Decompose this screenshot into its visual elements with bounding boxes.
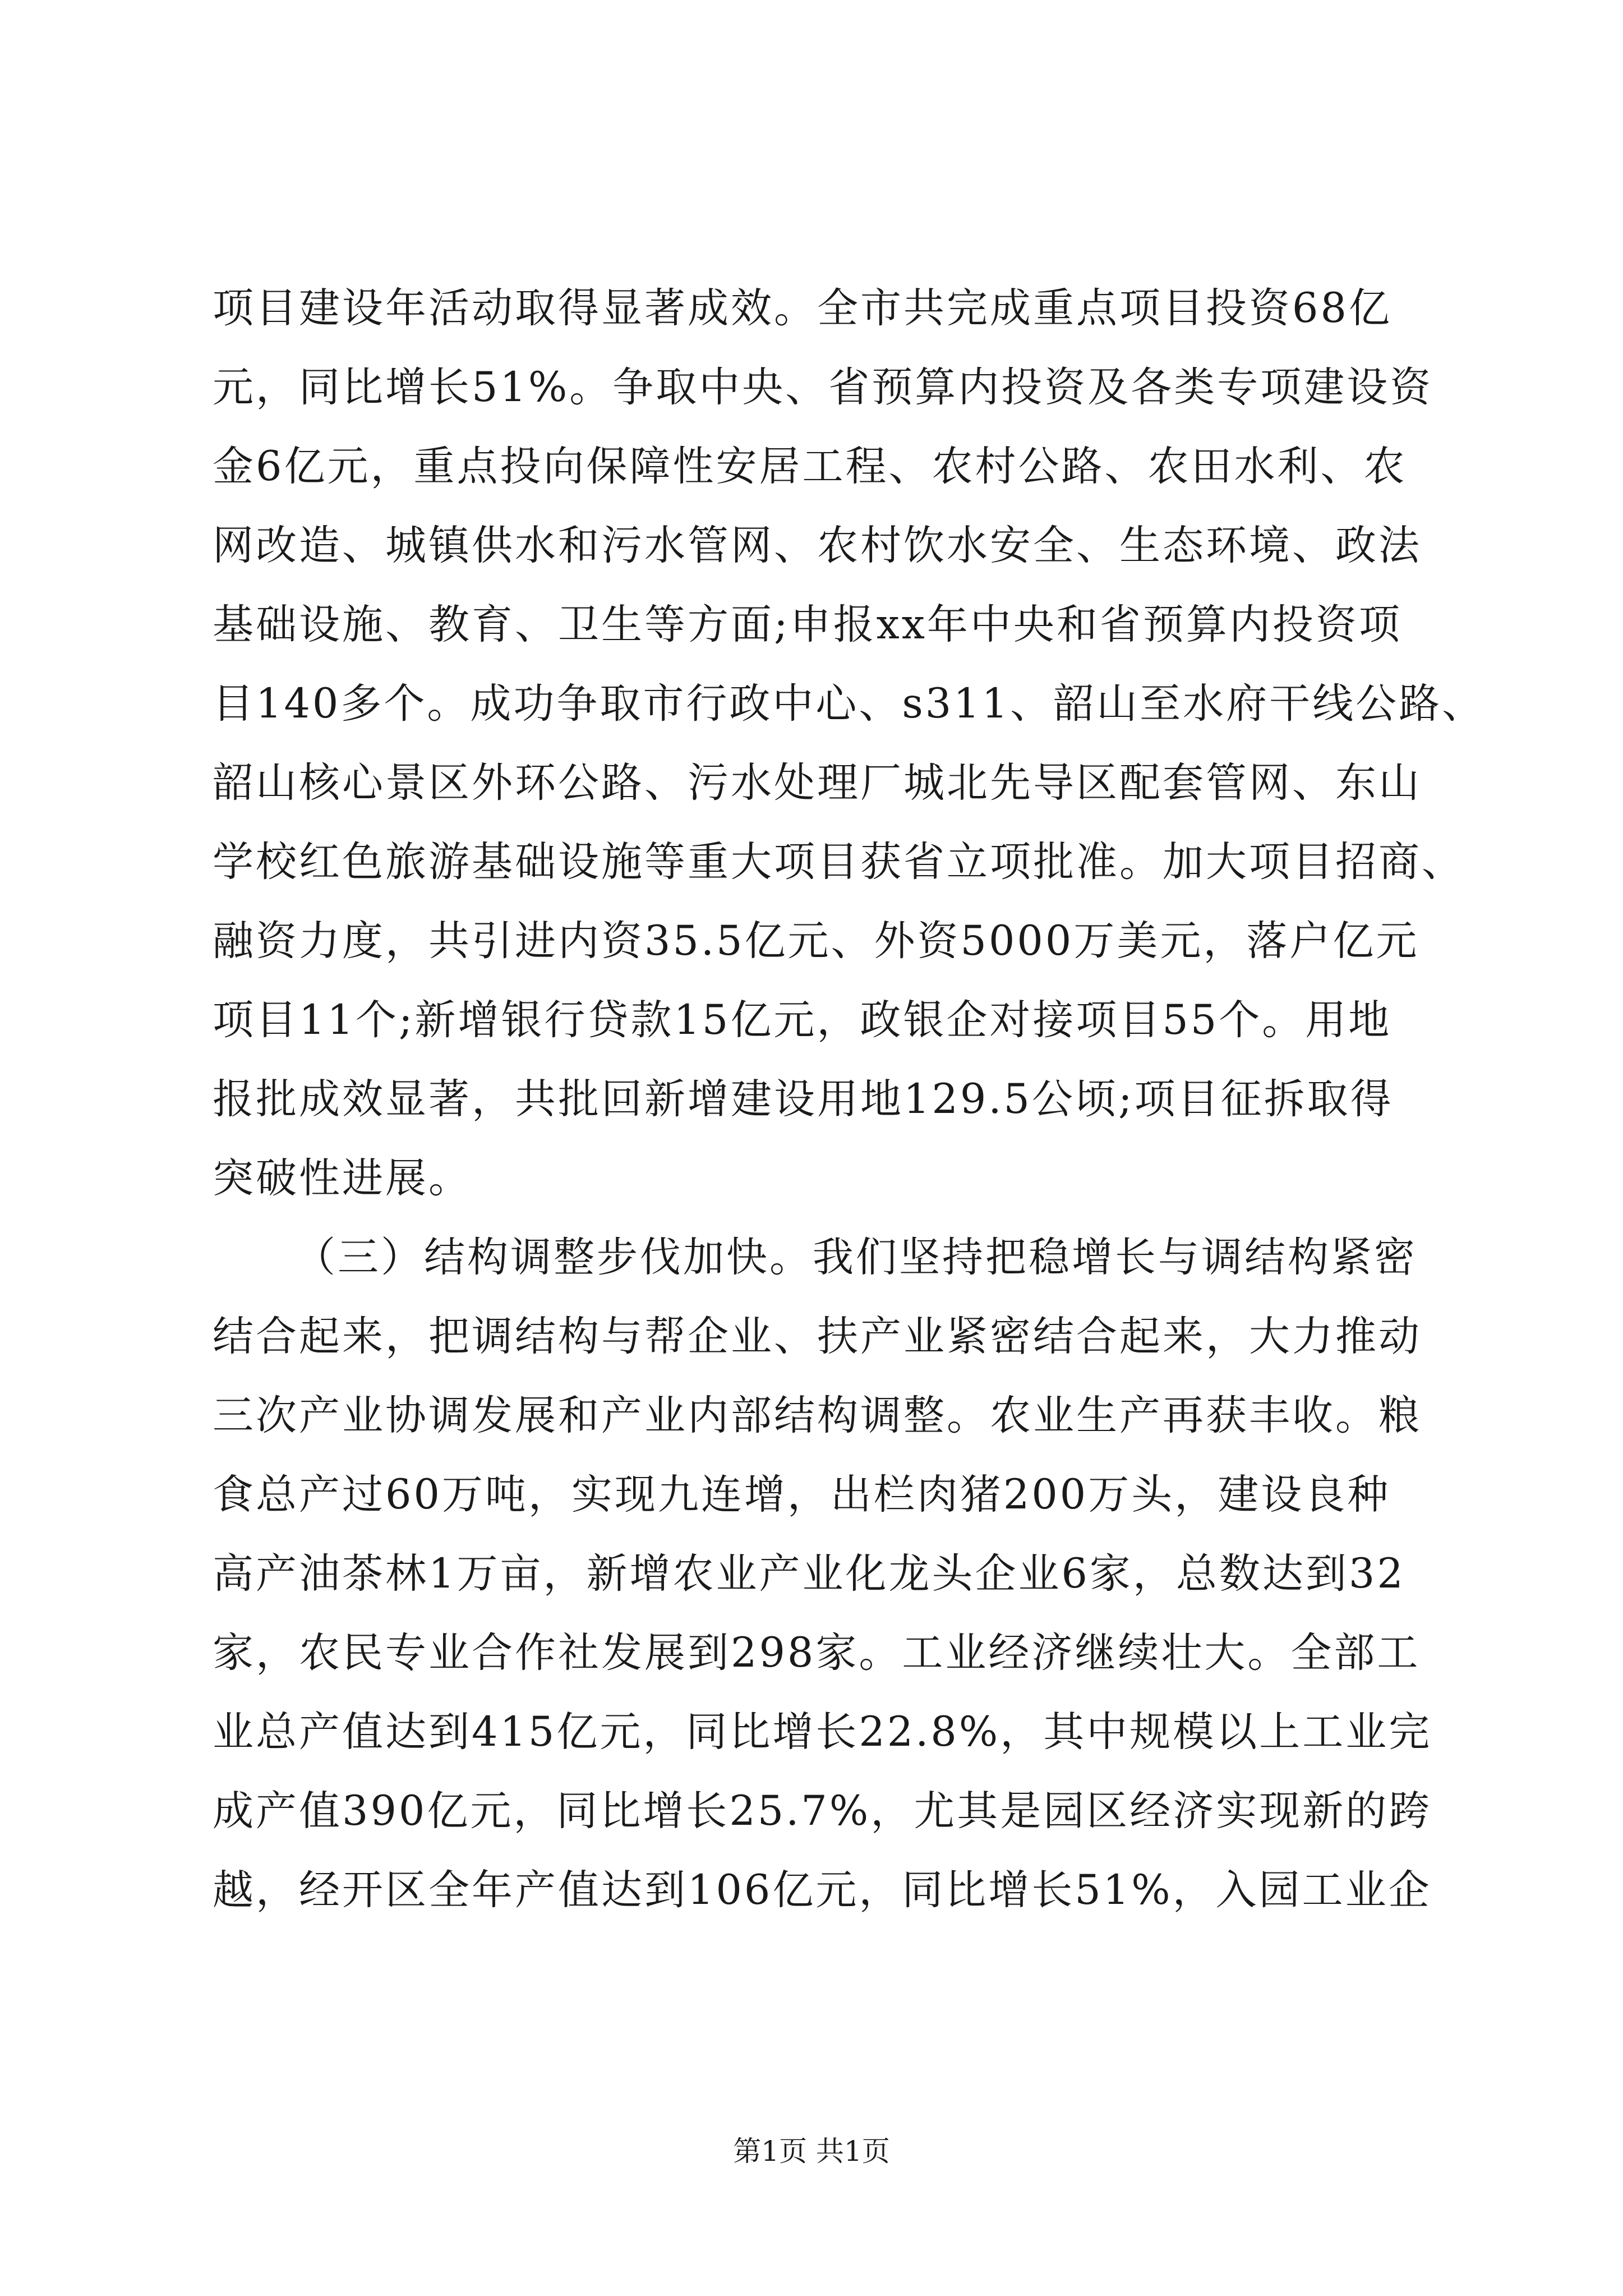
text-line: 基础设施、教育、卫生等方面;申报xx年中央和省预算内投资项 [213,601,1402,648]
text-line: 项目11个;新增银行贷款15亿元，政银企对接项目55个。用地 [213,996,1392,1044]
text-line: 元，同比增长51%。争取中央、省预算内投资及各类专项建设资 [213,364,1433,411]
text-line: 家，农民专业合作社发展到298家。工业经济继续壮大。全部工 [213,1629,1421,1677]
text-line: 网改造、城镇供水和污水管网、农村饮水安全、生态环境、政法 [213,522,1422,569]
text-line: 韶山核心景区外环公路、污水处理厂城北先导区配套管网、东山 [213,759,1422,807]
text-line: 突破性进展。 [213,1154,472,1202]
text-line: 融资力度，共引进内资35.5亿元、外资5000万美元，落户亿元 [213,917,1419,965]
text-line: 高产油茶林1万亩，新增农业产业化龙头企业6家，总数达到32 [213,1550,1405,1598]
section-heading-line: （三）结构调整步伐加快。我们坚持把稳增长与调结构紧密 [294,1234,1417,1281]
text-line: 结合起来，把调结构与帮企业、扶产业紧密结合起来，大力推动 [213,1313,1422,1360]
text-line: 报批成效显著，共批回新增建设用地129.5公顷;项目征拆取得 [213,1075,1394,1123]
text-line: 目140多个。成功争取市行政中心、s311、韶山至水府干线公路、 [213,680,1486,728]
text-line: 越，经开区全年产值达到106亿元，同比增长51%，入园工业企 [213,1866,1432,1914]
text-line: 三次产业协调发展和产业内部结构调整。农业生产再获丰收。粮 [213,1392,1422,1439]
text-line: 项目建设年活动取得显著成效。全市共完成重点项目投资68亿 [213,284,1392,332]
text-line: 成产值390亿元，同比增长25.7%，尤其是园区经济实现新的跨 [213,1787,1432,1835]
text-line: 学校红色旅游基础设施等重大项目获省立项批准。加大项目招商、 [213,838,1465,886]
text-line: 业总产值达到415亿元，同比增长22.8%，其中规模以上工业完 [213,1708,1432,1756]
text-line: 金6亿元，重点投向保障性安居工程、农村公路、农田水利、农 [213,443,1407,490]
text-line: 食总产过60万吨，实现九连增，出栏肉猪200万头，建设良种 [213,1471,1391,1519]
page-footer: 第1页 共1页 [733,2135,890,2168]
